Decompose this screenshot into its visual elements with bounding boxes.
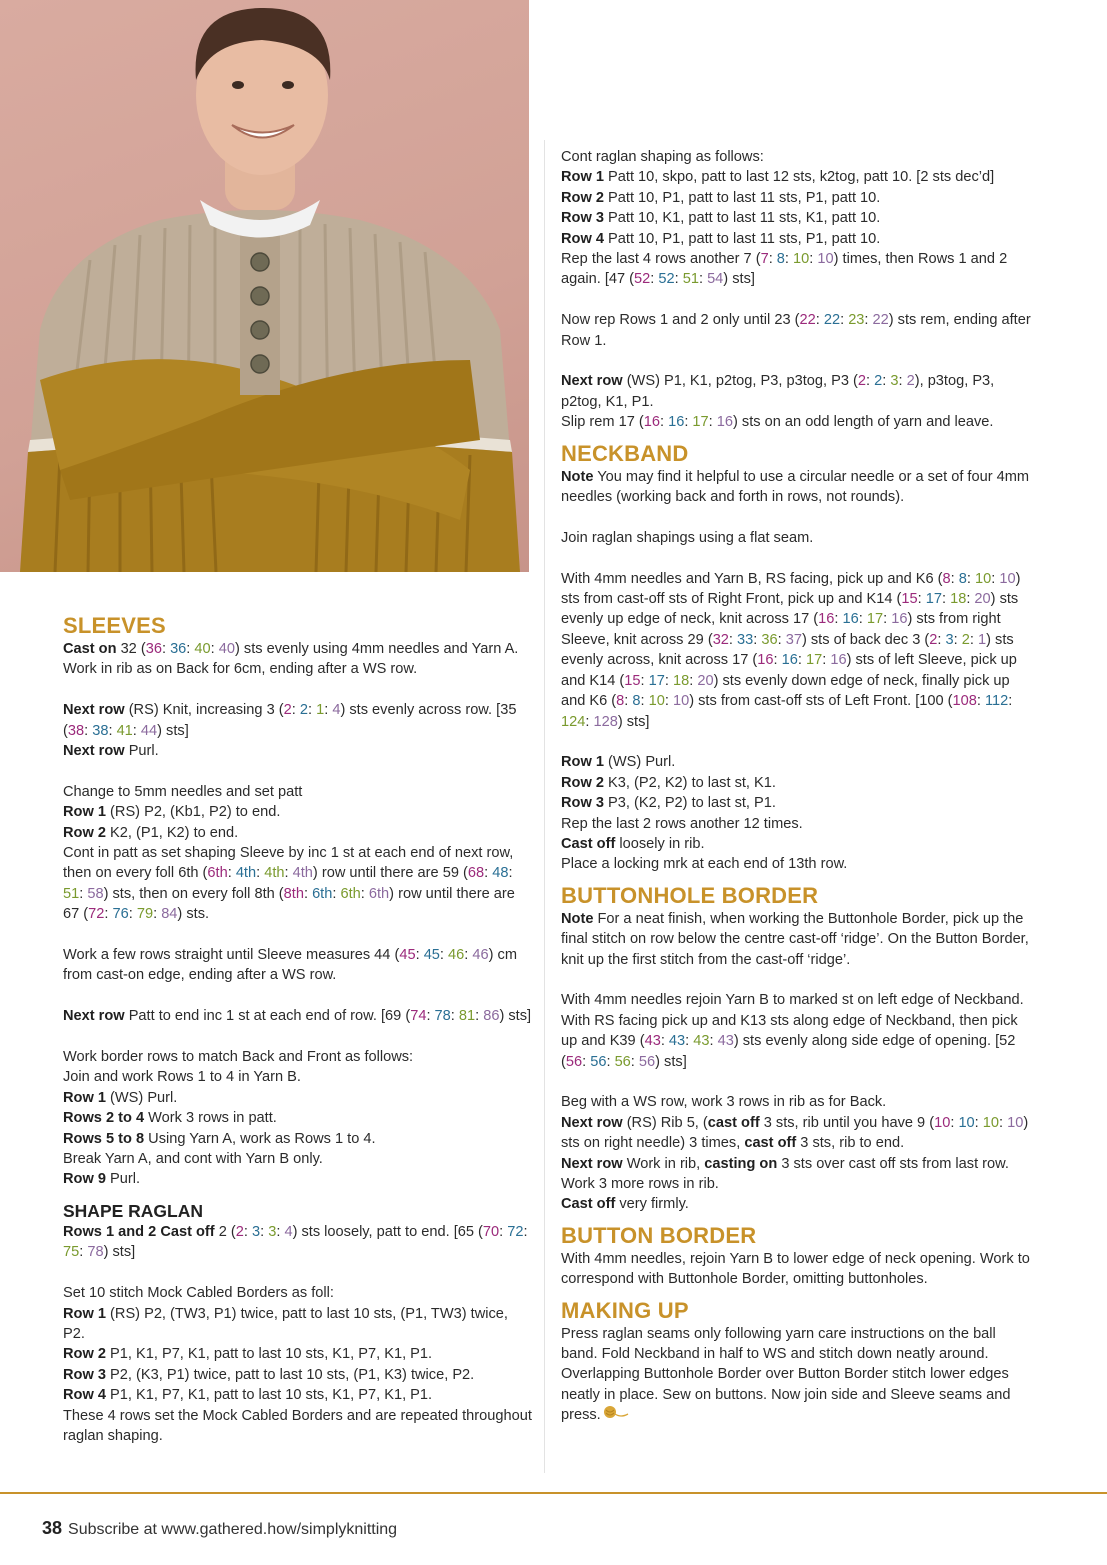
para: Row 4 P1, K1, P7, K1, patt to last 10 sts, K1, P7, K1, P1. (63, 1387, 433, 1404)
para: With 4mm needles rejoin Yarn B to marked st on left edge of Neckband. With RS facing pick up and K13 sts along edge of Neckband, then pick up and K39 (43: 43: 43: 43) sts evenly along side edge of opening. [52 (56: 56: 56: 56) sts] (561, 992, 1024, 1070)
para: Next row Purl. (63, 743, 159, 760)
yarn-ball-icon (603, 1405, 629, 1425)
para: With 4mm needles, rejoin Yarn B to lower edge of neck opening. Work to correspond with Buttonhole Border, omitting buttonholes. (561, 1250, 1030, 1288)
para: Row 2 K3, (P2, K2) to last st, K1. (561, 774, 776, 791)
para: Set 10 stitch Mock Cabled Borders as foll: (63, 1285, 334, 1302)
para: Row 4 Patt 10, P1, patt to last 11 sts, P1, patt 10. (561, 230, 881, 247)
para: Cast off very firmly. (561, 1196, 689, 1213)
para: Row 3 P3, (K2, P2) to last st, P1. (561, 795, 776, 812)
para: Rows 5 to 8 Using Yarn A, work as Rows 1 to 4. (63, 1130, 376, 1147)
column-divider (544, 140, 545, 1473)
para: Next row Patt to end inc 1 st at each end of row. [69 (74: 78: 81: 86) sts] (63, 1008, 532, 1025)
heading-shape-raglan: SHAPE RAGLAN (63, 1200, 204, 1221)
para: Break Yarn A, and cont with Yarn B only. (63, 1151, 323, 1168)
para: Row 1 (WS) Purl. (561, 754, 676, 771)
para: Row 1 (RS) P2, (Kb1, P2) to end. (63, 804, 281, 821)
para: Row 2 K2, (P1, K2) to end. (63, 824, 239, 841)
footer-rule (0, 1492, 1107, 1494)
para: Rows 1 and 2 Cast off 2 (2: 3: 3: 4) sts loosely, patt to end. [65 (70: 72: 75: 78) sts] (63, 1223, 528, 1261)
para: Work border rows to match Back and Front as follows: (63, 1049, 414, 1066)
para: Next row (RS) Rib 5, (cast off 3 sts, rib until you have 9 (10: 10: 10: 10) sts on right needle) 3 times, cast off 3 sts, rib to end. (561, 1114, 1029, 1152)
heading-neckband: NECKBAND (561, 440, 689, 466)
right-column (561, 147, 1036, 1426)
para: Rep the last 2 rows another 12 times. (561, 815, 803, 832)
para: Cont raglan shaping as follows: (561, 149, 764, 165)
para: Row 1 (RS) P2, (TW3, P1) twice, patt to last 10 sts, (P1, TW3) twice, P2. (63, 1305, 508, 1342)
para: These 4 rows set the Mock Cabled Borders and are repeated throughout raglan shaping. (63, 1407, 532, 1444)
para: Row 3 P2, (K3, P1) twice, patt to last 10 sts, (P1, K3) twice, P2. (63, 1366, 475, 1383)
para: Cast on 32 (36: 36: 40: 40) sts evenly using 4mm needles and Yarn A. Work in rib as on Back for 6cm, ending after a WS row. (63, 641, 519, 678)
subscribe-link[interactable]: Subscribe at www.gathered.how/simplyknitting (68, 1521, 398, 1538)
model-wearing-sweater-illustration (0, 0, 529, 572)
para: Next row Work in rib, casting on 3 sts over cast off sts from last row. (561, 1155, 1009, 1172)
para: Place a locking mrk at each end of 13th row. (561, 856, 848, 873)
para: Change to 5mm needles and set patt (63, 783, 303, 800)
model-photo (0, 0, 529, 572)
para: Cont in patt as set shaping Sleeve by inc 1 st at each end of next row, then on every foll 6th (6th: 4th: 4th: 4th) row until there are 59 (68: 48: 51: 58) sts, then on every foll 8th (8th: 6th: 6th: 6th) row until there are 67 (72: 76: 79: 84) sts. (63, 845, 515, 923)
para: Note For a neat finish, when working the Buttonhole Border, pick up the final stitch on row below the centre cast-off ‘ridge’. On the Button Border, knit up the first stitch from the cast-off ‘ridge’. (561, 910, 1029, 968)
heading-buttonhole-border: BUTTONHOLE BORDER (561, 882, 819, 908)
para: Join raglan shapings using a flat seam. (561, 529, 814, 546)
para: Join and work Rows 1 to 4 in Yarn B. (63, 1069, 301, 1086)
para: Press raglan seams only following yarn care instructions on the ball band. Fold Neckband in half to WS and stitch down neatly around. Overlapping Buttonhole Border over Button Border stitch lower edges neatly in place. Sew on buttons. Now join side and Sleeve seams and press. (561, 1324, 1036, 1426)
heading-button-border: BUTTON BORDER (561, 1222, 757, 1248)
para: Row 1 Patt 10, skpo, patt to last 12 sts, k2tog, patt 10. [2 sts dec’d] (561, 169, 995, 186)
para: Rep the last 4 rows another 7 (7: 8: 10: 10) times, then Rows 1 and 2 again. [47 (52: 52: 51: 54) sts] (561, 251, 1008, 288)
para: Row 9 Purl. (63, 1171, 141, 1188)
para: Cast off loosely in rib. (561, 835, 705, 852)
para: Now rep Rows 1 and 2 only until 23 (22: 22: 23: 22) sts rem, ending after Row 1. (561, 312, 1031, 349)
para: Row 2 Patt 10, P1, patt to last 11 sts, P1, patt 10. (561, 189, 881, 206)
para: Rows 2 to 4 Work 3 rows in patt. (63, 1110, 277, 1127)
para: Beg with a WS row, work 3 rows in rib as for Back. (561, 1094, 887, 1111)
para: Slip rem 17 (16: 16: 17: 16) sts on an odd length of yarn and leave. (561, 414, 994, 431)
para: Next row (WS) P1, K1, p2tog, P3, p3tog, P3 (2: 2: 3: 2), p3tog, P3, p2tog, K1, P1. (561, 373, 995, 410)
page-number: 38 (42, 1518, 63, 1538)
heading-sleeves: SLEEVES (63, 613, 166, 638)
para: Row 1 (WS) Purl. (63, 1089, 178, 1106)
para: With 4mm needles and Yarn B, RS facing, pick up and K6 (8: 8: 10: 10) sts from cast-off sts of Right Front, pick up and K14 (15: 17: 18: 20) sts evenly up edge of neck, knit across 17 (16: 16: 17: 16) sts from right Sleeve, knit across 29 (32: 33: 36: 37) sts of back dec 3 (2: 3: 2: 1) sts evenly across, knit across 17 (16: 16: 17: 16) sts of left Sleeve, pick up and K14 (15: 17: 18: 20) sts evenly down edge of neck, finally pick up and K6 (8: 8: 10: 10) sts from cast-off sts of Left Front. [100 (108: 112: 124: 128) sts] (561, 570, 1021, 730)
para: Next row (RS) Knit, increasing 3 (2: 2: 1: 4) sts evenly across row. [35 (38: 38: 41: 44) sts] (63, 702, 517, 739)
footer (42, 1518, 397, 1539)
para: Row 3 Patt 10, K1, patt to last 11 sts, K1, patt 10. (561, 210, 881, 227)
para: Note You may find it helpful to use a circular needle or a set of four 4mm needles (working back and forth in rows, not rounds). (561, 468, 1030, 506)
heading-making-up: MAKING UP (561, 1297, 689, 1323)
para: Work a few rows straight until Sleeve measures 44 (45: 45: 46: 46) cm from cast-on edge, ending after a WS row. (63, 947, 517, 984)
para: Row 2 P1, K1, P7, K1, patt to last 10 sts, K1, P7, K1, P1. (63, 1346, 433, 1363)
para: Work 3 more rows in rib. (561, 1175, 719, 1192)
left-column (63, 613, 533, 1446)
